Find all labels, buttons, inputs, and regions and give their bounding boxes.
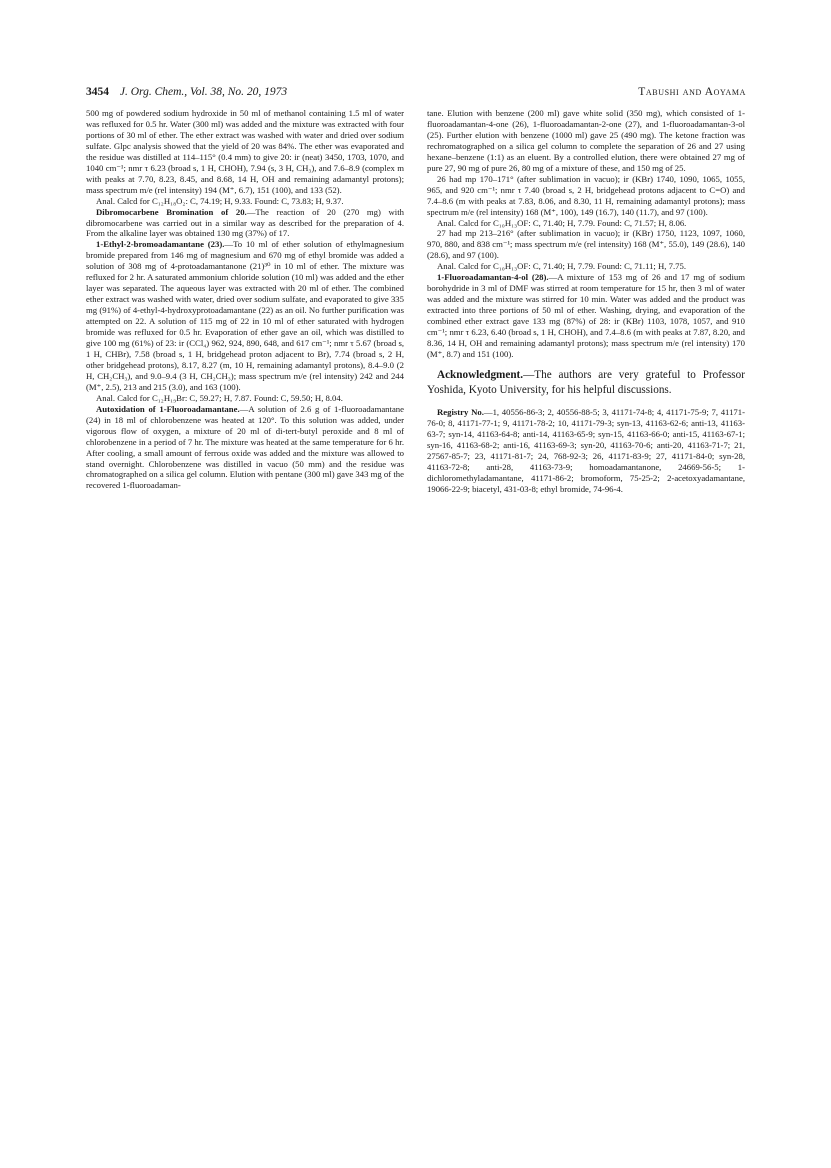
journal-citation: J. Org. Chem., Vol. 38, No. 20, 1973	[119, 86, 288, 98]
analysis-paragraph: Anal. Calcd for C₁₀H₁₃OF: C, 71.40; H, 7.79. Found: C, 71.11; H, 7.75.	[437, 261, 687, 272]
experimental-paragraph: tane. Elution with benzene (200 ml) gave white solid (350 mg), which consisted of 1-fluoroadamantan-4-one (26), 1-fluoroadamantan-2-one (27), and 1-fluoroadamantan-3-ol (25). Further elution with benzene (1000 ml) gave 25 (490 mg). The ketone fraction was rechromatographed on a silica gel column to complete the separation of 26 and 27 using hexane–benzene (1:1) as an eluent. By a controlled elution, there were obtained 27 mg of pure 27, 90 mg of pure 26, 80 mg of a mixture of these, and 150 mg of 25.	[427, 108, 745, 173]
left-column	[86, 108, 404, 491]
compound-data-paragraph: 26 had mp 170–171° (after sublimation in vacuo); ir (KBr) 1740, 1090, 1065, 1055, 965, and 920 cm⁻¹; nmr τ 7.40 (broad s, 2 H, bridgehead protons adjacent to C=O) and 7.4–8.6 (m with peaks at 7.83, 8.06, and 8.30, 11 H, remaining adamantyl protons); mass spectrum m/e (rel intensity) 168 (M⁺, 100), 149 (16.7), 140 (11.7), and 97 (100).	[427, 173, 745, 217]
acknowledgment	[427, 368, 745, 397]
procedure-paragraph	[86, 207, 404, 240]
paragraph-text: —A solution of 2.6 g of 1-fluoroadamantane (24) in 18 ml of chlorobenzene was heated at 120°. To this solution was added, under vigorous flow of oxygen, a mixture of 20 ml of di-tert-butyl peroxide and 8 ml of chlorobenzene in a period of 7 hr. The mixture was heated at the same temperature for 6 hr. After cooling, a small amount of ferrous oxide was added and the mixture was allowed to stand overnight. Chlorobenzene was distilled in vacuo (50 mm) and the residue was chromatographed on a silica gel column. Elution with pentane (300 ml) gave 343 mg of the recovered 1-fluoroadaman-	[86, 403, 404, 491]
paragraph-text: —The reaction of 20 (270 mg) with dibromocarbene was carried out in a similar way as described for the preparation of 4. From the alkaline layer was obtained 130 mg (37%) of 17.	[86, 206, 404, 239]
right-column	[427, 108, 745, 495]
analysis-paragraph: Anal. Calcd for C₁₀H₁₃OF: C, 71.40; H, 7.79. Found: C, 71.57; H, 8.06.	[437, 217, 687, 228]
registry-heading: Registry No.	[437, 407, 484, 418]
paragraph-text: —To 10 ml of ether solution of ethylmagnesium bromide prepared from 146 mg of magnesium and 670 mg of ethyl bromide was added a solution of 308 mg of 4-protoadamantanone (21)³⁰ in 10 ml of ether. The mixture was refluxed for 2 hr. A saturated ammonium chloride solution (10 ml) was added and the ether layer was separated. The aqueous layer was extracted with 20 ml of ether. The combined ether extract was washed with water, dried over sodium sulfate, and evaporated to give 335 mg (91%) of 4-ethyl-4-hydroxyprotoadamantane (22) as an oil. No further purification was attempted on 22. A solution of 115 mg of 22 in 10 ml of ether saturated with hydrogen bromide was refluxed for 0.5 hr. Evaporation of ether gave an oil, which was distilled to give 100 mg (61%) of 23: ir (CCl₄) 962, 924, 890, 648, and 617 cm⁻¹; nmr τ 5.67 (broad s, 1 H, CHBr), 7.58 (broad s, 1 H, bridgehead proton adjacent to Br), 7.74 (broad s, 2 H, other bridgehead protons), 8.17, 8.27 (m, 10 H, remaining adamantyl protons), 8.4–9.0 (2 H, CH₂CH₃), and 9.0–9.4 (3 H, CH₂CH₃); mass spectrum m/e (rel intensity) 242 and 244 (M⁺, 2.5), 213 and 215 (3.0), and 163 (100).	[86, 239, 404, 392]
section-heading: Dibromocarbene Bromination of 20.	[96, 206, 247, 217]
section-heading: 1-Fluoroadamantan-4-ol (28).	[437, 272, 549, 283]
acknowledgment-heading: Acknowledgment.	[437, 368, 524, 381]
registry-numbers	[427, 407, 745, 495]
section-heading: 1-Ethyl-2-bromoadamantane (23).	[96, 239, 225, 250]
registry-text: —1, 40556-86-3; 2, 40556-88-5; 3, 41171-74-8; 4, 41171-75-9; 7, 41171-76-0; 8, 41171-77-1; 9, 41171-78-2; 10, 41171-79-3; syn-13, 41163-62-6; anti-13, 41163-63-7; syn-14, 41163-64-8; anti-14, 41163-65-9; syn-15, 41163-66-0; anti-15, 41163-67-1; syn-16, 41163-68-2; anti-16, 41163-69-3; syn-20, 41163-70-6; anti-20, 41163-71-7; 21, 27567-85-7; 23, 41171-81-7; 24, 768-92-3; 26, 41171-83-9; 27, 41171-84-0; syn-28, 41163-72-8; anti-28, 41163-73-9; homoadamantanone, 24669-56-5; 1-dichloromethyladamantane, 41171-86-2; bromoform, 75-25-2; 2-acetoxyadamantane, 19066-22-9; biacetyl, 431-03-8; ethyl bromide, 74-96-4.	[427, 407, 745, 494]
experimental-paragraph: 500 mg of powdered sodium hydroxide in 50 ml of methanol containing 1.5 ml of water was refluxed for 0.5 hr. Water (300 ml) was added and the mixture was extracted with four portions of 30 ml of ether. The ether extract was washed with water and dried over sodium sulfate. Glpc analysis showed that the yield of 20 was 84%. The ether was evaporated and the residue was distilled at 114–115° (0.4 mm) to give 20: ir (neat) 3450, 1703, 1070, and 1040 cm⁻¹; nmr τ 6.23 (broad s, 1 H, CHOH), 7.94 (s, 3 H, CH₃), and 7.6–8.9 (complex m with peaks at 7.70, 8.23, 8.45, and 8.68, 14 H, OH and remaining adamantyl protons); mass spectrum m/e (rel intensity) 194 (M⁺, 6.7), 151 (100), and 133 (52).	[86, 108, 404, 195]
compound-data-paragraph: 27 had mp 213–216° (after sublimation in vacuo); ir (KBr) 1750, 1123, 1097, 1060, 970, 880, and 838 cm⁻¹; mass spectrum m/e (rel intensity) 168 (M⁺, 55.0), 149 (28.6), 140 (28.6), and 97 (100).	[427, 228, 745, 261]
analysis-paragraph: Anal. Calcd for C₁₂H₁₈O₂: C, 74.19; H, 9.33. Found: C, 73.83; H, 9.37.	[96, 195, 344, 206]
procedure-paragraph	[86, 239, 404, 392]
section-heading: Autoxidation of 1-Fluoroadamantane.	[96, 403, 240, 414]
running-header	[86, 84, 746, 100]
procedure-paragraph	[427, 272, 745, 360]
page-number: 3454	[86, 86, 109, 98]
running-authors: Tabushi and Aoyama	[638, 86, 746, 98]
acknowledgment-text: —The authors are very grateful to Professor Yoshida, Kyoto University, for his helpful discussions.	[427, 368, 745, 396]
paragraph-text: —A mixture of 153 mg of 26 and 17 mg of sodium borohydride in 3 ml of DMF was stirred at room temperature for 15 hr, then 3 ml of water was added and the mixture was stirred for 10 min. Water was added and the product was extracted into three portions of 50 ml of ether. Washing, drying, and evaporation of the combined ether extract gave 133 mg (87%) of 28: ir (KBr) 1103, 1078, 1057, and 910 cm⁻¹; nmr τ 6.23, 6.40 (broad s, 1 H, CHOH), and 7.4–8.6 (m with peaks at 7.87, 8.20, and 8.36, 14 H, OH and remaining adamantyl protons); mass spectrum m/e (rel intensity) 170 (M⁺, 8.7) and 151 (100).	[427, 272, 745, 359]
procedure-paragraph	[86, 404, 404, 492]
analysis-paragraph: Anal. Calcd for C₁₂H₁₉Br: C, 59.27; H, 7.87. Found: C, 59.50; H, 8.04.	[96, 392, 343, 403]
